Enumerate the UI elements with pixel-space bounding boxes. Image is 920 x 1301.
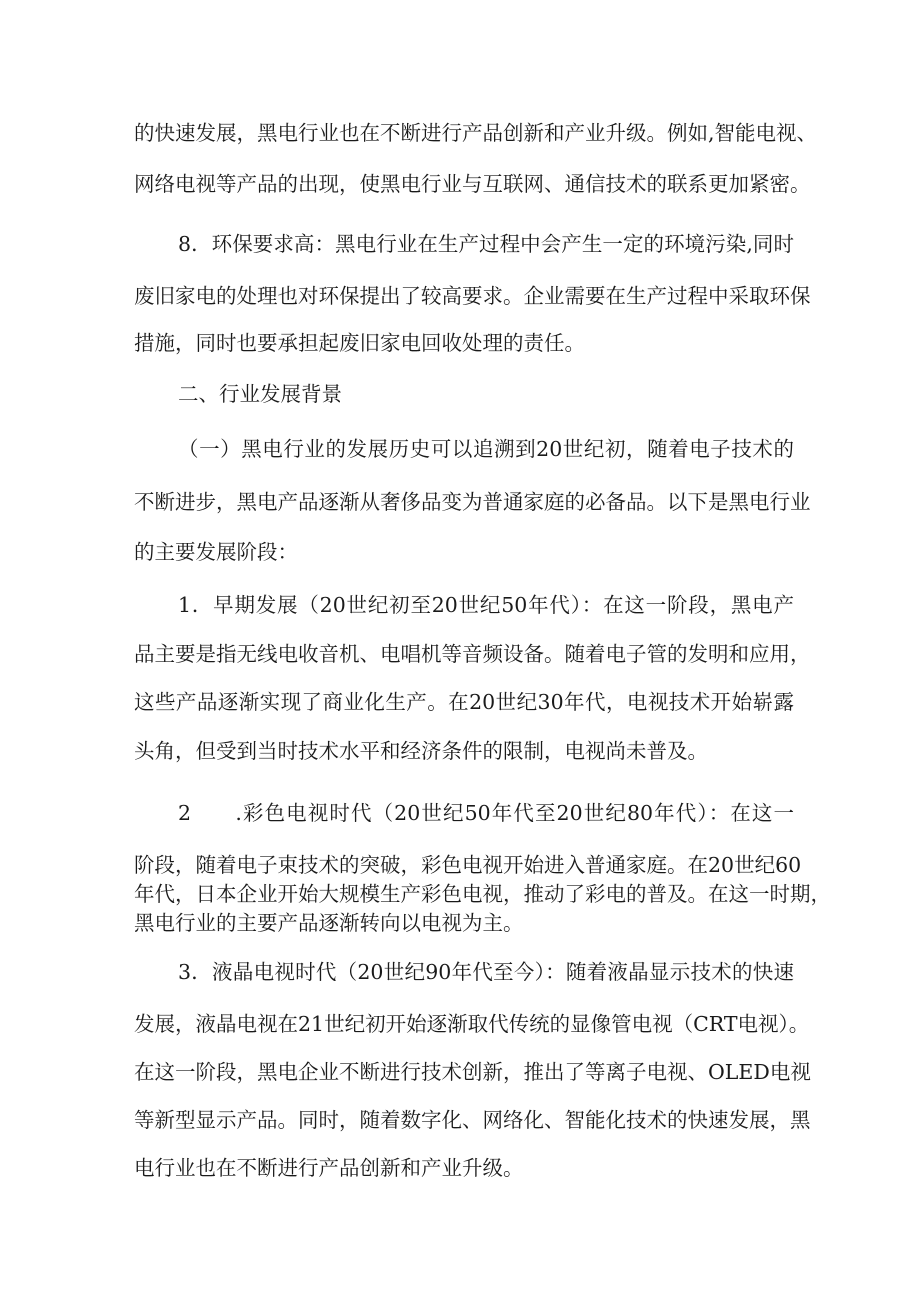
- text-line: 年代，日本企业开始大规模生产彩色电视，推动了彩电的普及。在这一时期，: [134, 882, 831, 906]
- text-line: 等新型显示产品。同时，随着数字化、网络化、智能化技术的快速发展，黑: [134, 1108, 811, 1132]
- text-line: 网络电视等产品的出现，使黑电行业与互联网、通信技术的联系更加紧密。: [134, 172, 811, 196]
- text-line: 的快速发展，黑电行业也在不断进行产品创新和产业升级。例如,智能电视、: [134, 121, 818, 145]
- text-line: 品主要是指无线电收音机、电唱机等音频设备。随着电子管的发明和应用，: [134, 642, 811, 666]
- text-line: 在这一阶段，黑电企业不断进行技术创新，推出了等离子电视、OLED电视: [134, 1060, 811, 1084]
- text-line: 不断进步，黑电产品逐渐从奢侈品变为普通家庭的必备品。以下是黑电行业: [134, 490, 811, 514]
- text-line: 阶段，随着电子束技术的突破，彩色电视开始进入普通家庭。在20世纪60: [134, 853, 802, 877]
- text-line: 废旧家电的处理也对环保提出了较高要求。企业需要在生产过程中采取环保: [134, 284, 811, 308]
- text-line: 的主要发展阶段：: [134, 540, 298, 564]
- text-line: 黑电行业的主要产品逐渐转向以电视为主。: [134, 911, 524, 935]
- text-line: （一）黑电行业的发展历史可以追溯到20世纪初，随着电子技术的: [178, 437, 794, 461]
- text-line: 3．液晶电视时代（20世纪90年代至今）：随着液晶显示技术的快速: [178, 960, 794, 984]
- text-line: 电行业也在不断进行产品创新和产业升级。: [134, 1156, 524, 1180]
- text-line: 这些产品逐渐实现了商业化生产。在20世纪30年代，电视技术开始崭露: [134, 690, 794, 714]
- text-line: 发展，液晶电视在21世纪初开始逐渐取代传统的显像管电视（CRT电视）。: [134, 1012, 810, 1036]
- text-line: 2 .彩色电视时代（20世纪50年代至20世纪80年代）：在这一: [178, 801, 794, 825]
- text-line: 1．早期发展（20世纪初至20世纪50年代）：在这一阶段，黑电产: [178, 593, 794, 617]
- text-line: 措施，同时也要承担起废旧家电回收处理的责任。: [134, 331, 585, 355]
- text-line: 8．环保要求高：黑电行业在生产过程中会产生一定的环境污染,同时: [178, 232, 794, 256]
- section-heading: 二、行业发展背景: [178, 382, 342, 406]
- text-line: 头角，但受到当时技术水平和经济条件的限制，电视尚未普及。: [134, 739, 708, 763]
